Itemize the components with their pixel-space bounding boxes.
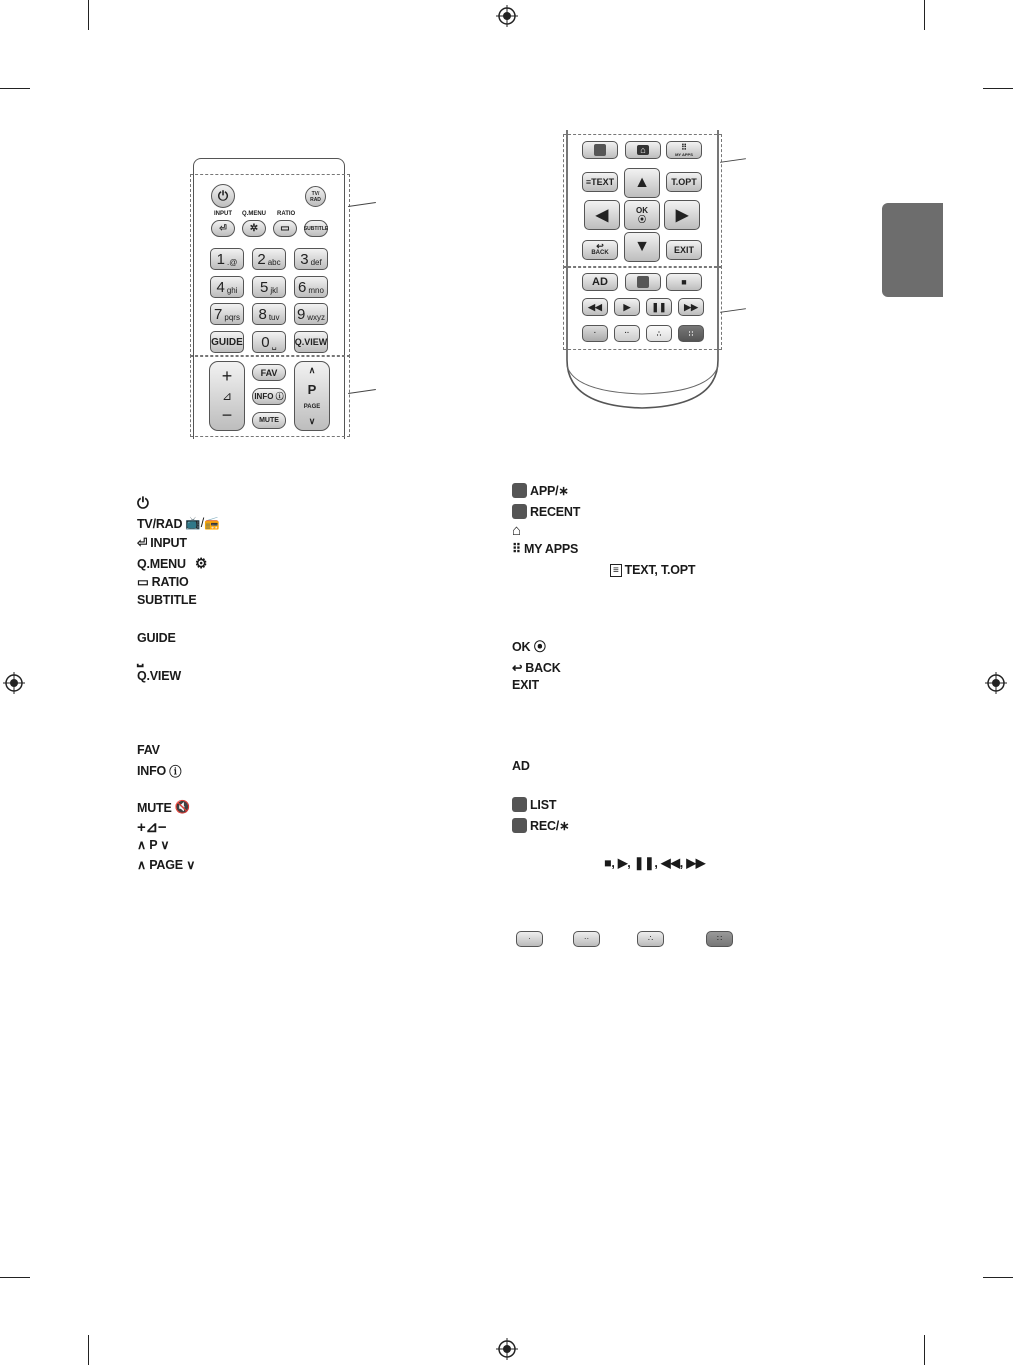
legend-home xyxy=(512,522,521,539)
subtitle-button[interactable]: SUBTITLE xyxy=(304,220,328,237)
text-button[interactable]: ≡ TEXT xyxy=(582,172,618,192)
digit-button-3[interactable]: 3 def xyxy=(294,248,328,270)
fastforward-button[interactable]: ▶▶ xyxy=(678,298,704,316)
page-rocker[interactable] xyxy=(294,361,330,431)
leader-line xyxy=(348,389,376,394)
leader-line xyxy=(720,308,746,313)
volume-minus[interactable]: − xyxy=(221,405,233,425)
play-button[interactable]: ▶ xyxy=(614,298,640,316)
text-icon: ≡ xyxy=(585,177,592,187)
gear-icon: ⚙ xyxy=(194,555,208,571)
ratio-label: RATIO xyxy=(277,211,296,217)
volume-icon: ⊿ xyxy=(221,389,233,403)
home-button[interactable] xyxy=(625,141,661,159)
crop-mark xyxy=(924,1335,925,1365)
digit-button-1[interactable]: 1 .@ xyxy=(210,248,244,270)
volume-plus[interactable]: + xyxy=(221,366,233,386)
legend-text-topt: ≡ TEXT, T.OPT xyxy=(610,563,695,577)
grey-button-icon xyxy=(512,504,527,519)
dpad-left-button[interactable]: ◀ xyxy=(584,200,620,230)
input-label: INPUT xyxy=(214,211,232,217)
crop-mark xyxy=(983,1277,1013,1278)
legend-p: ∧ P ∨ xyxy=(137,838,170,852)
red-button[interactable]: · xyxy=(582,325,608,342)
grey-button-icon xyxy=(512,483,527,498)
leader-line xyxy=(348,202,376,207)
green-button-icon: ·· xyxy=(573,931,600,947)
leader-line xyxy=(720,158,746,163)
legend-input: ⏎ INPUT xyxy=(137,535,187,550)
myapps-grid-icon: ⠿ xyxy=(512,542,521,556)
fav-button[interactable]: FAV xyxy=(252,364,286,381)
registration-mark-icon xyxy=(3,672,25,694)
ratio-button[interactable]: ▭ xyxy=(273,220,297,237)
legend-volume: +⊿− xyxy=(137,819,167,836)
legend-ad: AD xyxy=(512,759,530,773)
mute-icon: 🔇 xyxy=(174,800,190,814)
ratio-icon: ▭ xyxy=(137,575,149,589)
tv-radio-icon: 📺/📻 xyxy=(185,516,220,530)
ad-button[interactable]: AD xyxy=(582,273,618,291)
digit-button-4[interactable]: 4 ghi xyxy=(210,276,244,298)
input-icon: ⏎ xyxy=(137,536,148,550)
registration-mark-icon xyxy=(496,1338,518,1360)
app-button[interactable] xyxy=(582,141,618,159)
legend-subtitle: SUBTITLE xyxy=(137,593,197,607)
legend-exit: EXIT xyxy=(512,678,539,692)
text-icon: ≡ xyxy=(610,564,622,577)
legend-back: ↩ BACK xyxy=(512,660,561,675)
crop-mark xyxy=(983,88,1013,89)
guide-button[interactable]: GUIDE xyxy=(210,331,244,353)
chevron-down-icon[interactable]: ∨ xyxy=(308,415,316,426)
grey-button-icon xyxy=(512,797,527,812)
exit-button[interactable]: EXIT xyxy=(666,240,702,260)
legend-recent: RECENT xyxy=(512,504,580,519)
legend-tvrad: TV/RAD 📺/📻 xyxy=(137,516,220,531)
crop-mark xyxy=(0,1277,30,1278)
red-button-icon: · xyxy=(516,931,543,947)
qview-button[interactable]: Q.VIEW xyxy=(294,331,328,353)
p-label: P xyxy=(307,382,317,398)
legend-list: LIST xyxy=(512,797,556,812)
crop-mark xyxy=(0,88,30,89)
page-label: PAGE xyxy=(303,403,321,410)
volume-rocker[interactable] xyxy=(209,361,245,431)
registration-mark-icon xyxy=(496,5,518,27)
home-icon: ⌂ xyxy=(512,522,521,539)
legend-guide: GUIDE xyxy=(137,631,176,645)
topt-button[interactable]: T.OPT xyxy=(666,172,702,192)
language-tab xyxy=(882,203,943,297)
legend-app: APP/∗ xyxy=(512,483,569,498)
legend-fav: FAV xyxy=(137,743,160,757)
legend-mute: MUTE 🔇 xyxy=(137,800,190,815)
myapps-button[interactable]: ⠿ MY APPS xyxy=(666,141,702,159)
digit-button-2[interactable]: 2 abc xyxy=(252,248,286,270)
digit-button-7[interactable]: 7 pqrs xyxy=(210,303,244,325)
digit-button-9[interactable]: 9 wxyz xyxy=(294,303,328,325)
qmenu-label: Q.MENU xyxy=(242,211,266,217)
list-button[interactable] xyxy=(625,273,661,291)
legend-info: INFO ⓘ xyxy=(137,764,182,779)
legend-myapps: ⠿ MY APPS xyxy=(512,541,579,556)
legend-qmenu: Q.MENU ⚙ xyxy=(137,555,208,571)
ok-button[interactable]: OK ⦿ xyxy=(624,200,660,230)
registration-mark-icon xyxy=(985,672,1007,694)
stop-button[interactable]: ■ xyxy=(666,273,702,291)
legend-space: ⎵ xyxy=(137,650,144,667)
chevron-up-icon[interactable]: ∧ xyxy=(308,365,316,375)
crop-mark xyxy=(88,0,89,30)
input-button[interactable]: ⏎ xyxy=(211,220,235,237)
dpad-down-button[interactable]: ▼ xyxy=(624,232,660,262)
back-arrow-icon: ↩ xyxy=(596,241,604,251)
power-button[interactable]: ⏻ xyxy=(211,184,235,208)
dpad-up-button[interactable]: ▲ xyxy=(624,168,660,198)
green-button[interactable]: ·· xyxy=(614,325,640,342)
crop-mark xyxy=(924,0,925,30)
yellow-button-icon: ∴ xyxy=(637,931,664,947)
mute-button[interactable]: MUTE xyxy=(252,412,286,429)
home-icon: ⌂ xyxy=(637,145,648,155)
digit-button-6[interactable]: 6 mno xyxy=(294,276,328,298)
pause-button[interactable]: ❚❚ xyxy=(646,298,672,316)
info-button[interactable]: INFO ⓘ xyxy=(252,388,286,405)
legend-rec: REC/∗ xyxy=(512,818,569,833)
info-icon: ⓘ xyxy=(169,765,182,779)
legend-qview: Q.VIEW xyxy=(137,669,181,683)
legend-power: ⏻ xyxy=(137,495,149,512)
blue-button[interactable]: ∷ xyxy=(678,325,704,342)
digit-button-8[interactable]: 8 tuv xyxy=(252,303,286,325)
tv-rad-button[interactable]: TV/ RAD xyxy=(305,186,326,207)
blue-button-icon: ∷ xyxy=(706,931,733,947)
digit-button-5[interactable]: 5 jkl xyxy=(252,276,286,298)
qmenu-button[interactable]: ✲ xyxy=(242,220,266,237)
zero-button[interactable]: 0 ␣ xyxy=(252,331,286,353)
yellow-button[interactable]: ∴ xyxy=(646,325,672,342)
grey-button-icon xyxy=(512,818,527,833)
dpad-right-button[interactable]: ▶ xyxy=(664,200,700,230)
back-button[interactable]: ↩ BACK xyxy=(582,240,618,260)
back-arrow-icon: ↩ xyxy=(512,661,523,675)
crop-mark xyxy=(88,1335,89,1365)
rewind-button[interactable]: ◀◀ xyxy=(582,298,608,316)
legend-ok: OK ⦿ xyxy=(512,640,546,654)
legend-playback: ■, ▶, ❚❚, ◀◀, ▶▶ xyxy=(604,856,706,870)
legend-ratio: ▭ RATIO xyxy=(137,574,189,589)
legend-page: ∧ PAGE ∨ xyxy=(137,858,196,872)
